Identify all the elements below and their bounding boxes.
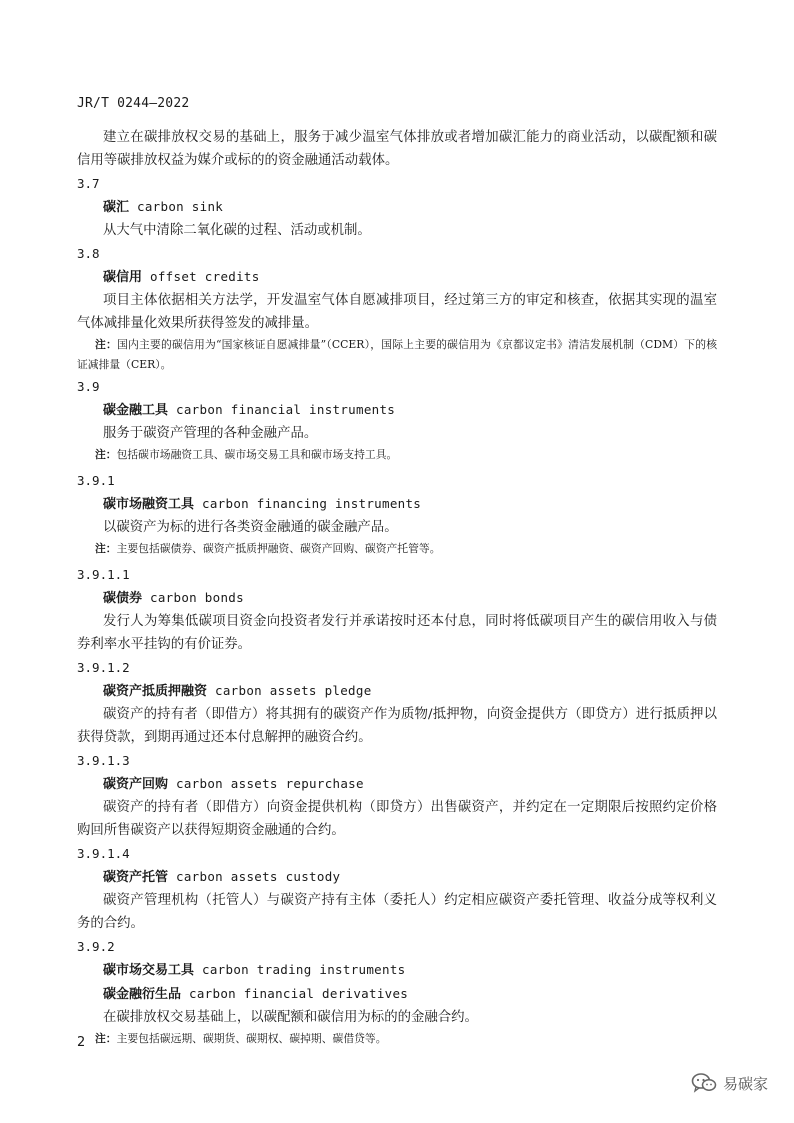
clause-number: 3.9.1.1: [77, 567, 130, 582]
term-title: [103, 679, 717, 703]
term-definition: 在碳排放权交易基础上，以碳配额和碳信用为标的的金融合约。: [103, 1010, 478, 1025]
document-body: [77, 126, 717, 1049]
clause-number: 3.9: [77, 379, 100, 394]
clause-number: 3.9.1.4: [77, 846, 130, 861]
term-definition: 从大气中清除二氧化碳的过程、活动或机制。: [103, 223, 371, 238]
term-definition: 项目主体依据相关方法学，开发温室气体自愿减排项目，经过第三方的审定和核查，依据其实现的温室气体减排量化效果所获得签发的减排量。: [77, 293, 717, 331]
clause-number: 3.8: [77, 246, 100, 261]
note-label: 注：: [95, 338, 117, 351]
term-title: [103, 982, 717, 1006]
term-zh: 碳市场融资工具: [103, 497, 195, 512]
term-title: [103, 958, 717, 982]
term-zh: 碳金融衍生品: [103, 987, 182, 1002]
term-en: carbon bonds: [150, 590, 244, 605]
watermark-text: 易碳家: [722, 1074, 768, 1093]
term-title: [103, 865, 717, 889]
term-definition: 服务于碳资产管理的各种金融产品。: [103, 426, 318, 441]
term-en: offset credits: [150, 269, 260, 284]
clause-number: 3.9.1.2: [77, 660, 130, 675]
term-title: [103, 492, 717, 516]
term-title: [103, 195, 717, 219]
term-zh: 碳信用: [103, 270, 143, 285]
note-text: 包括碳市场融资工具、碳市场交易工具和碳市场支持工具。: [116, 448, 398, 461]
note-label: 注：: [95, 1032, 117, 1045]
term-en: carbon assets pledge: [215, 683, 372, 698]
term-en: carbon trading instruments: [202, 962, 406, 977]
term-en: carbon financial derivatives: [189, 986, 409, 1001]
term-definition: 碳资产管理机构（托管人）与碳资产持有主体（委托人）约定相应碳资产委托管理、收益分成等权利义务的合约。: [77, 893, 717, 931]
term-title: [103, 586, 717, 610]
term-en: carbon sink: [137, 199, 224, 214]
term-note: [77, 1029, 717, 1049]
term-zh: 碳资产抵质押融资: [103, 684, 208, 699]
clause-number: 3.7: [77, 176, 100, 191]
term-title: [103, 398, 717, 422]
clause-number: 3.9.1.3: [77, 753, 130, 768]
term-title: [103, 265, 717, 289]
term-zh: 碳市场交易工具: [103, 963, 195, 978]
term-note: [77, 539, 717, 559]
page-number: 2: [77, 1035, 86, 1050]
term-title: [103, 772, 717, 796]
wechat-icon: [691, 1072, 717, 1094]
standard-code: JR/T 0244—2022: [77, 96, 190, 111]
term-definition: 碳资产的持有者（即借方）将其拥有的碳资产作为质物/抵押物，向资金提供方（即贷方）进行抵质押以获得贷款，到期再通过还本付息解押的融资合约。: [77, 707, 717, 745]
term-en: carbon financing instruments: [202, 496, 422, 511]
term-definition: 碳资产的持有者（即借方）向资金提供机构（即贷方）出售碳资产，并约定在一定期限后按照约定价格购回所售碳资产以获得短期资金融通的合约。: [77, 800, 717, 838]
intro-paragraph: 建立在碳排放权交易的基础上，服务于减少温室气体排放或者增加碳汇能力的商业活动，以碳配额和碳信用等碳排放权益为媒介或标的的资金融通活动载体。: [77, 130, 717, 168]
term-zh: 碳汇: [103, 200, 130, 215]
clause-number: 3.9.2: [77, 939, 115, 954]
note-label: 注：: [95, 542, 117, 555]
clause-number: 3.9.1: [77, 473, 115, 488]
term-en: carbon assets repurchase: [176, 776, 364, 791]
term-zh: 碳资产托管: [103, 870, 169, 885]
term-en: carbon financial instruments: [176, 402, 396, 417]
wechat-watermark: [691, 1072, 768, 1094]
note-text: 主要包括碳远期、碳期货、碳期权、碳掉期、碳借贷等。: [116, 1032, 387, 1045]
term-definition: 发行人为筹集低碳项目资金向投资者发行并承诺按时还本付息，同时将低碳项目产生的碳信用收入与债券利率水平挂钩的有价证券。: [77, 614, 717, 652]
note-label: 注：: [95, 448, 117, 461]
note-text: 国内主要的碳信用为“国家核证自愿减排量”（CCER），国际上主要的碳信用为《京都议定书》清洁发展机制（CDM）下的核证减排量（CER）。: [77, 338, 718, 371]
term-zh: 碳债券: [103, 591, 143, 606]
term-en: carbon assets custody: [176, 869, 341, 884]
term-definition: 以碳资产为标的进行各类资金融通的碳金融产品。: [103, 520, 398, 535]
term-zh: 碳金融工具: [103, 403, 169, 418]
term-note: [77, 445, 717, 465]
term-note: [77, 335, 717, 375]
term-zh: 碳资产回购: [103, 777, 169, 792]
note-text: 主要包括碳债券、碳资产抵质押融资、碳资产回购、碳资产托管等。: [116, 542, 441, 555]
